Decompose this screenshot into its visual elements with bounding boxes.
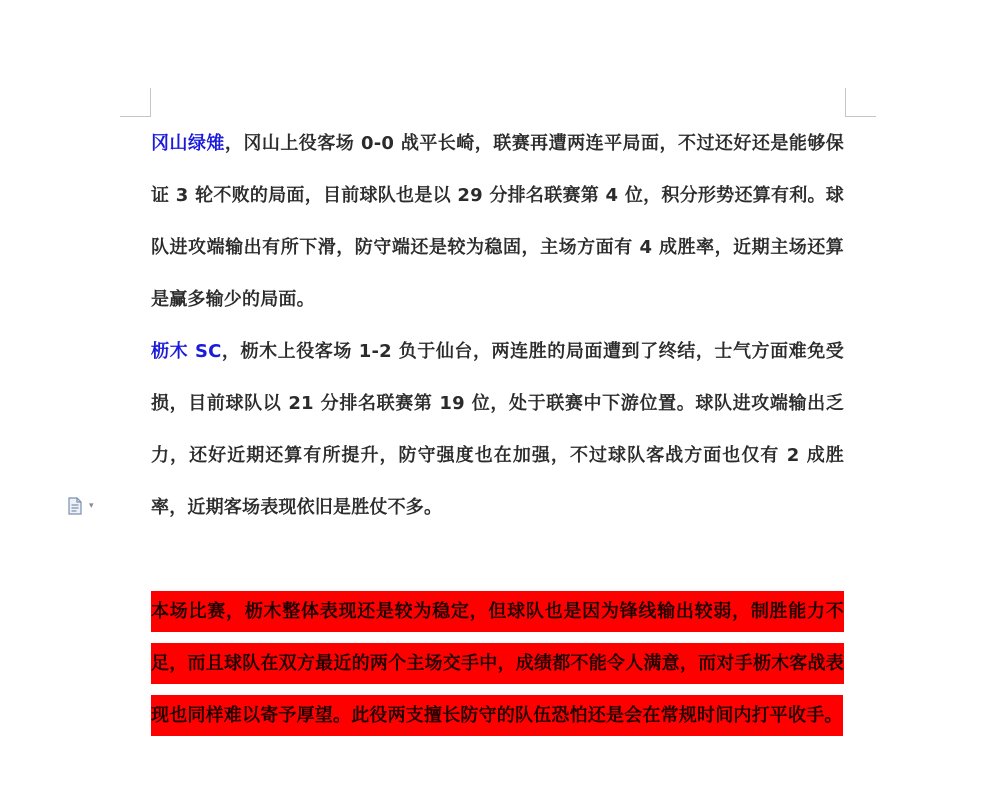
highlighted-paragraph: [151, 586, 844, 742]
document-body[interactable]: [151, 118, 844, 742]
team-name-okayama: 冈山绿雉: [151, 133, 225, 154]
chevron-down-icon[interactable]: ▾: [89, 500, 94, 511]
crop-mark-top-left: [120, 88, 151, 117]
empty-line: [151, 534, 844, 586]
crop-mark-top-right: [845, 88, 876, 117]
highlighted-text: 本场比赛，枥木整体表现还是较为稳定，但球队也是因为锋线输出较弱，制胜能力不足，而且球队在双方最近的两个主场交手中，成绩都不能令人满意，而对手枥木客战表现也同样难以寄予厚望。此役两支擅长防守的队伍恐怕还是会在常规时间内打平收手。: [151, 591, 844, 736]
document-icon: [67, 497, 83, 515]
team-name-tochigi: 枥木 SC: [151, 341, 222, 362]
paragraph-handle-button[interactable]: [67, 496, 103, 516]
paragraph-text: ，枥木上役客场 1-2 负于仙台，两连胜的局面遭到了终结，士气方面难免受损，目前球队以 21 分排名联赛第 19 位，处于联赛中下游位置。球队进攻端输出乏力，还好近期还算有所提升，防守强度也在加强，不过球队客战方面也仅有 2 成胜率，近期客场表现依旧是胜仗不多。: [151, 341, 845, 518]
paragraph-okayama: [151, 118, 844, 326]
paragraph-tochigi: [151, 326, 844, 534]
paragraph-text: ，冈山上役客场 0-0 战平长崎，联赛再遭两连平局面，不过还好还是能够保证 3 轮不败的局面，目前球队也是以 29 分排名联赛第 4 位，积分形势还算有利。球队进攻端输出有所下滑，防守端还是较为稳固，主场方面有 4 成胜率，近期主场还算是赢多输少的局面。: [151, 133, 844, 310]
